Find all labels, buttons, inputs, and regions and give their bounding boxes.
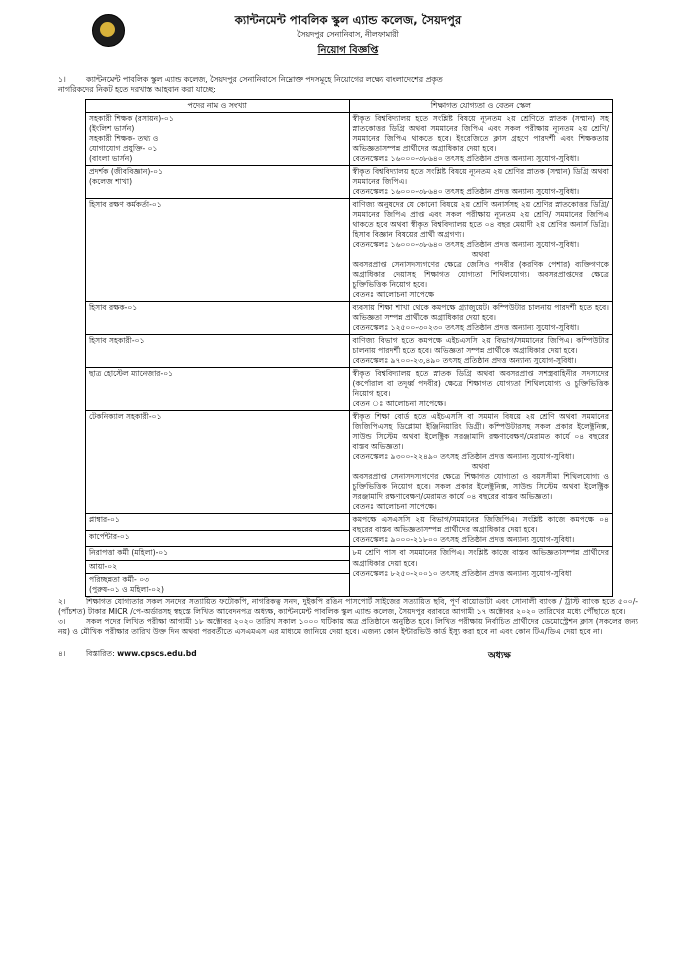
table-row bbox=[86, 165, 613, 198]
notice-page bbox=[58, 8, 638, 665]
qualification-cell bbox=[349, 335, 613, 368]
salary-text: বেতনস্কেলঃ ১৬০০০-৩৮৬৪০ তৎসহ প্রতিষ্ঠান প্রদত্ত অন্যান্য সুযোগ-সুবিধা। bbox=[352, 240, 580, 250]
post-line: (পুরুষ-০১ ও মহিলা-০২) bbox=[89, 584, 164, 594]
qualification-cell bbox=[349, 547, 613, 596]
post-cell bbox=[86, 198, 350, 301]
salary-text: বেতনস্কেলঃ ৯০০০-২১৮০০ তৎসহ প্রতিষ্ঠান প্রদত্ত অন্যান্য সুযোগ-সুবিধা। bbox=[352, 535, 575, 545]
post-cell: প্লাম্বার-০১ bbox=[86, 514, 350, 531]
post-line: টেকনিক্যাল সহকারী-০১ bbox=[89, 412, 162, 422]
qualification-cell bbox=[349, 165, 613, 198]
website-link[interactable]: www.cpscs.edu.bd bbox=[117, 648, 197, 658]
post-line: ছাত্র হোস্টেল ম্যানেজার-০১ bbox=[89, 369, 174, 379]
qualification-text: স্বীকৃত বিশ্ববিদ্যালয় হতে স্নাতক ডিগ্রি অথবা অবসরপ্রাপ্ত সশস্ত্রবাহিনীর সদস্যদের (কর্পোরাল বা তদূর্ধ্ব পদবীর) ক্ষেত্রে শিক্ষাগত যোগ্যতা শিথিলযোগ্য ও চুক্তিভিত্তিক নিয়োগ হবে। bbox=[352, 369, 609, 399]
post-line: প্রদর্শক (জীববিজ্ঞান)-০১ bbox=[89, 166, 164, 176]
header-post: পদের নাম ও সংখ্যা bbox=[86, 99, 350, 112]
intro-paragraph bbox=[58, 75, 638, 96]
qualification-text: বাণিজ্য বিভাগ হতে কমপক্ষে এইচএসসি ২য় বিভাগ/সমমানের জিপিএ। কম্পিউটার চালনায় পারদর্শী হতে হবে। অভিজ্ঞতা সম্পন্ন প্রার্থীকে অগ্রাধিকার দেয়া হবে। bbox=[352, 336, 609, 356]
table-row bbox=[86, 335, 613, 368]
salary-text: বেতনস্কেলঃ ৮২৫০-২০০১০ তৎসহ প্রতিষ্ঠান প্রদত্ত অন্যান্য সুযোগ-সুবিধা bbox=[352, 568, 572, 578]
post-cell bbox=[86, 573, 350, 596]
paragraph-4 bbox=[58, 649, 638, 665]
header bbox=[58, 13, 638, 69]
paragraph-text: শিক্ষাগত যোগ্যতার সকল সনদের সত্যায়িত ফটোকপি, নাগরিকত্ব সনদ, দুইকপি রঙিন পাসপোর্ট সাইজের সত্যায়িত ছবি, পূর্ণ বায়োডাটা এবং সোনালী ব্যাংক / ট্রাস্ট ব্যাংক হতে ৫০০/- (পাঁচশত) টাকার MICR /পে-অর্ডারসহ স্বহস্তে লিখিত আবেদনপত্র অধ্যক্ষ, ক্যান্টনমেন্ট পাবলিক স্কুল এ্যান্ড কলেজ, সৈয়দপুর বরাবরে আগামী ১৭ অক্টোবর ২০২০ তারিখের মধ্যে পৌঁছাতে হবে। bbox=[58, 596, 638, 616]
post-cell bbox=[86, 165, 350, 198]
post-line: হিসাব রক্ষণ কর্মকর্তা-০১ bbox=[89, 199, 162, 209]
post-line: সহকারী শিক্ষক (রসায়ন)-০১ bbox=[89, 113, 174, 123]
post-cell bbox=[86, 411, 350, 514]
post-line: যোগাযোগ প্রযুক্তি- ০১ bbox=[89, 143, 158, 153]
salary-text: বেতন ঃ আলোচনা সাপেক্ষে। bbox=[352, 399, 447, 409]
qualification-text: বাণিজ্য অনুষদের যে কোনো বিষয়ে ২য় শ্রেণি অনার্সসহ ২য় শ্রেণির স্নাতকোত্তর ডিগ্রি/সমমানের জিপিএ প্রাপ্ত এবং সকল পরীক্ষায় ন্যূনতম ২য় শ্রেণি/ সমমানের জিপিএ থাকতে হবে অথবা স্বীকৃত বিশ্ববিদ্যালয় হতে ০৪ বছর মেয়াদী ২য় শ্রেণির অনার্স ডিগ্রি। হিসাব বিজ্ঞান বিষয়ের প্রার্থী অগ্রগণ্য। bbox=[352, 199, 609, 240]
salary-text: বেতনস্কেলঃ ৯৭০০-২৩,৪৯০ তৎসহ প্রতিষ্ঠান প্রদত্ত অন্যান্য সুযোগ-সুবিধা। bbox=[352, 356, 577, 366]
post-cell bbox=[86, 368, 350, 411]
paragraph-text: সকল পদের লিখিত পরীক্ষা আগামী ১৮ অক্টোবর ২০২০ তারিখ সকাল ১০০০ ঘটিকায় অত্র প্রতিষ্ঠানে অনুষ্ঠিত হবে। লিখিত পরীক্ষায় নির্বাচিত প্রার্থীদের ডেমোস্ট্রেশন ক্লাস (সকলের জন্য নয়) ও মৌখিক পরীক্ষার তারিখ উক্ত দিন অথবা পরবর্তীতে এসএমএস এর মাধ্যমে জানিয়ে দেয়া হবে। এজন্য কোন ইন্টারভিউ কার্ড ইস্যু করা হবে না এবং কোন টিএ/ডিএ দেয়া হবে না। bbox=[58, 616, 638, 636]
salary-text: বেতনস্কেলঃ ১৬০০০-৩৮৬৪০ তৎসহ প্রতিষ্ঠান প্রদত্ত অন্যান্য সুযোগ-সুবিধা। bbox=[352, 186, 580, 196]
salary-text: বেতনঃ আলোচনা সাপেক্ষে। bbox=[352, 502, 437, 512]
post-line: (ইংলিশ ভার্সন) bbox=[89, 123, 135, 133]
post-cell bbox=[86, 302, 350, 335]
paragraph-number: ২। bbox=[58, 596, 66, 606]
table-row bbox=[86, 368, 613, 411]
qualification-text: স্বীকৃত শিক্ষা বোর্ড হতে এইচএসসি বা সমমান বিষয়ে ২য় শ্রেণি অথবা সমমানের জিজিপিএসহ ডিপ্লোমা ইঞ্জিনিয়ারিং ডিগ্রী। কম্পিউটারসহ সকল প্রকার ইলেক্ট্রনিক্স, সাউন্ড সিস্টেম অথবা ইলেক্ট্রিক সরঞ্জামাদি রক্ষণাবেক্ষণ/মেরামত কার্যে ০৪ বছরের বাস্তব অভিজ্ঞতা। bbox=[352, 412, 609, 452]
qualification-text: স্বীকৃত বিশ্ববিদ্যালয় হতে সংশ্লিষ্ট বিষয়ে ন্যূনতম ২য় শ্রেণির স্নাতক (সম্মান) ডিগ্রি অথবা সমমানের জিপিএ। bbox=[352, 166, 609, 186]
post-cell: কার্পেন্টার-০১ bbox=[86, 530, 350, 547]
signature: অধ্যক্ষ bbox=[488, 650, 511, 661]
paragraph-3 bbox=[58, 617, 638, 637]
intro-line-2: নাগরিকদের নিকট হতে দরখাস্ত আহবান করা যাচ্ছে: bbox=[58, 85, 216, 95]
school-logo bbox=[92, 14, 125, 47]
table-row bbox=[86, 112, 613, 165]
details-label: বিস্তারিত: bbox=[86, 648, 115, 658]
positions-table bbox=[85, 99, 613, 597]
qualification-cell bbox=[349, 368, 613, 411]
paragraph-number: ৪। bbox=[58, 648, 66, 658]
paragraph-number: ৩। bbox=[58, 616, 66, 626]
intro-line-1: ক্যান্টনমেন্ট পাবলিক স্কুল এ্যান্ড কলেজ, সৈয়দপুর সেনানিবাসে নিম্নোক্ত পদসমূহে নিয়োগের লক্ষ্যে বাংলাদেশের প্রকৃত bbox=[86, 75, 443, 84]
post-line: পরিচ্ছন্নতা কর্মী- ০৩ bbox=[89, 574, 150, 584]
post-cell: নিরাপত্তা কর্মী (মহিলা)-০১ bbox=[86, 547, 350, 560]
footer bbox=[58, 597, 638, 665]
qualification-text: অবসরপ্রাপ্ত সেনাসদস্যগণের ক্ষেত্রে জেসিও পদবীর (করণিক পেশার) ব্যক্তিগণকে অগ্রাধিকার দেয়াসহ শিক্ষাগত যোগ্যতা শিথিলযোগ্য। অবসরপ্রাপ্তদের ক্ষেত্রে চুক্তিভিত্তিক নিয়োগ হবে। bbox=[352, 260, 609, 290]
header-qualification: শিক্ষাগত যোগ্যতা ও বেতন স্কেল bbox=[349, 99, 613, 112]
intro-number: ১। bbox=[58, 75, 66, 84]
table-row bbox=[86, 198, 613, 301]
qualification-cell bbox=[349, 112, 613, 165]
qualification-text: স্বীকৃত বিশ্ববিদ্যালয় হতে সংশ্লিষ্ট বিষয়ে ন্যূনতম ২য় শ্রেণিতে স্নাতক (সম্মান) সহ স্নাতকোত্তর ডিগ্রি অথবা সমমানের জিপিএ এবং সকল পরীক্ষায় ন্যূনতম ২য় শ্রেণি/সমমানের জিপিএ থাকতে হবে। ইংরেজিতে ক্লাস গ্রহণে পারদর্শী এবং শিক্ষকতায় অভিজ্ঞতাসম্পন্ন প্রার্থীদের অগ্রাধিকার দেয়া হবে। bbox=[352, 113, 609, 153]
post-line: সহকারী শিক্ষক- তথ্য ও bbox=[89, 133, 159, 143]
institution-title: ক্যান্টনমেন্ট পাবলিক স্কুল এ্যান্ড কলেজ, সৈয়দপুর bbox=[234, 13, 462, 27]
post-line: হিসাব সহকারী-০১ bbox=[89, 336, 145, 346]
qualification-text: কমপক্ষে এসএসসি ২য় বিভাগ/সমমানের জিজিপিএ। সংশ্লিষ্ট কাজে কমপক্ষে ০৪ বছরের বাস্তব অভিজ্ঞতাসম্পন্ন প্রার্থীদের অগ্রাধিকার দেয়া হবে। bbox=[352, 515, 609, 535]
qualification-text: অবসরপ্রাপ্ত সেনাসদস্যগণের ক্ষেত্রে শিক্ষাগত যোগ্যতা ও বয়সসীমা শিথিলযোগ্য ও চুক্তিভিত্তিক নিয়োগ হবে। সকল প্রকার ইলেক্ট্রনিক্স, সাউন্ড সিস্টেম অথবা ইলেক্ট্রিক সরঞ্জামাদি রক্ষণাবেক্ষণ/মেরামত কার্যে ০৪ বছরের বাস্তব অভিজ্ঞতা। bbox=[352, 472, 609, 502]
qualification-text: ব্যবসায় শিক্ষা শাখা থেকে কমপক্ষে গ্র্যাজুয়েট। কম্পিউটার চালনায় পারদর্শী হতে হবে। অভিজ্ঞতা সম্পন্ন প্রার্থীকে অগ্রাধিকার দেয়া হবে। bbox=[352, 303, 609, 323]
salary-text: বেতনস্কেলঃ ১২৫০০-৩০২৩০ তৎসহ প্রতিষ্ঠান প্রদত্ত অন্যান্য সুযোগ-সুবিধা। bbox=[352, 323, 580, 333]
qualification-cell bbox=[349, 302, 613, 335]
post-cell: আয়া-০২ bbox=[86, 560, 350, 573]
salary-text: বেতনস্কেলঃ ৯৩০০-২২৪৯০ তৎসহ প্রতিষ্ঠান প্রদত্ত অন্যান্য সুযোগ-সুবিধা। bbox=[352, 452, 575, 462]
institution-address: সৈয়দপুর সেনানিবাস, নীলফামারী bbox=[297, 30, 399, 40]
notice-heading: নিয়োগ বিজ্ঞপ্তি bbox=[317, 44, 379, 56]
table-row bbox=[86, 514, 613, 531]
post-line: হিসাব রক্ষক-০১ bbox=[89, 303, 138, 313]
qualification-text: ৮ম শ্রেণি পাস বা সমমানের জিপিএ। সংশ্লিষ্ট কাজে বাস্তব অভিজ্ঞতাসম্পন্ন প্রার্থীদের অগ্রাধিকার দেয়া হবে। bbox=[352, 548, 609, 568]
salary-text: বেতনঃ আলোচনা সাপেক্ষে bbox=[352, 290, 435, 300]
qualification-cell bbox=[349, 198, 613, 301]
or-divider: অথবা bbox=[471, 250, 490, 260]
table-row bbox=[86, 547, 613, 560]
qualification-cell bbox=[349, 411, 613, 514]
salary-text: বেতনস্কেলঃ ১৬০০০-৩৮৬৪০ তৎসহ প্রতিষ্ঠান প্রদত্ত অন্যান্য সুযোগ-সুবিধা। bbox=[352, 153, 580, 163]
post-line: (বাংলা ভার্সন) bbox=[89, 153, 133, 163]
post-cell bbox=[86, 335, 350, 368]
table-row bbox=[86, 411, 613, 514]
post-line: (কলেজ শাখা) bbox=[89, 176, 133, 186]
or-divider: অথবা bbox=[471, 462, 490, 472]
table-row bbox=[86, 302, 613, 335]
qualification-cell bbox=[349, 514, 613, 547]
post-cell bbox=[86, 112, 350, 165]
paragraph-2 bbox=[58, 597, 638, 617]
